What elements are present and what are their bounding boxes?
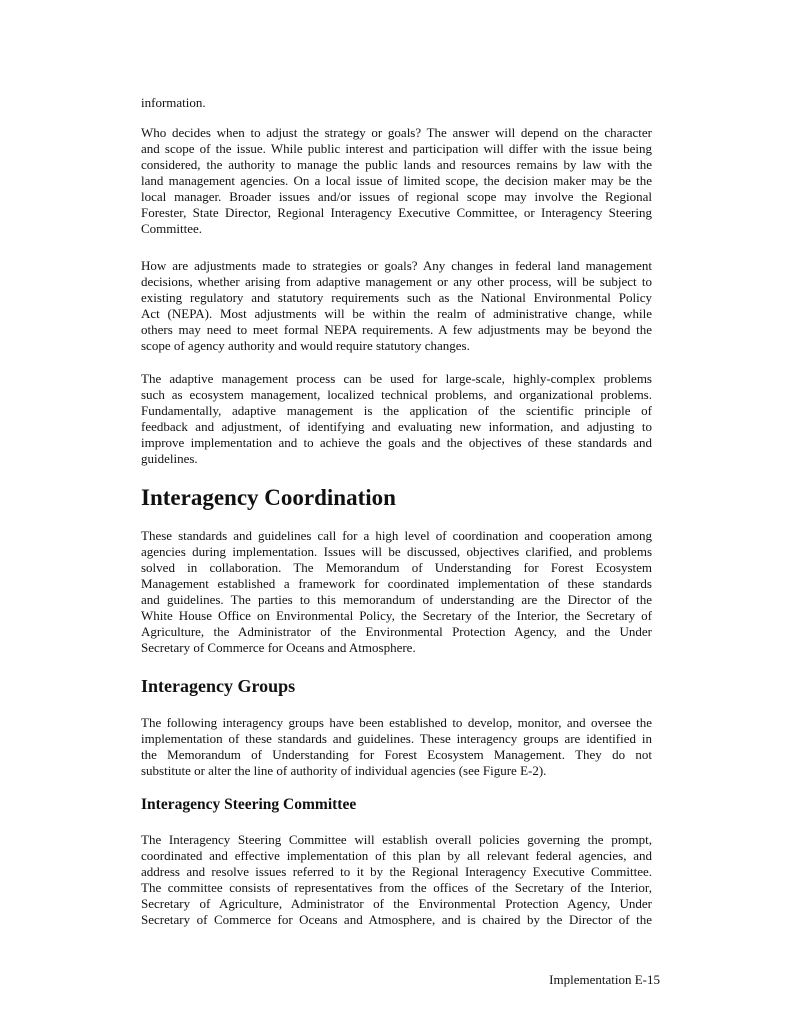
text-line: Management established a framework for coordinated implementation of these standards bbox=[141, 576, 652, 591]
paragraph-who-decides bbox=[141, 125, 652, 237]
paragraph-groups bbox=[141, 715, 652, 779]
text-line: local manager. Broader issues and/or issues of regional scope may involve the Regional bbox=[141, 189, 652, 204]
text-line: existing regulatory and statutory requirements such as the National Environmental Policy bbox=[141, 290, 652, 305]
text-line: guidelines. bbox=[141, 451, 198, 466]
text-line: address and resolve issues referred to it by the Regional Interagency Executive Committee. bbox=[141, 864, 652, 879]
text-line: such as ecosystem management, localized technical problems, and organizational problems. bbox=[141, 387, 652, 402]
text-line: others may need to meet formal NEPA requirements. A few adjustments may be beyond the bbox=[141, 322, 652, 337]
text-line: The following interagency groups have been established to develop, monitor, and oversee the bbox=[141, 715, 652, 730]
text-line: Secretary of Commerce for Oceans and Atmosphere. bbox=[141, 640, 416, 655]
text-line: decisions, whether arising from adaptive management or any other process, will be subject to bbox=[141, 274, 652, 289]
text-line: agencies during implementation. Issues will be discussed, objectives clarified, and problems bbox=[141, 544, 652, 559]
text-line: substitute or alter the line of authority of individual agencies (see Figure E-2). bbox=[141, 763, 547, 778]
text-line: The committee consists of representatives from the offices of the Secretary of the Interior, bbox=[141, 880, 652, 895]
text-line: White House Office on Environmental Policy, the Secretary of the Interior, the Secretary of bbox=[141, 608, 652, 623]
text-line: Who decides when to adjust the strategy or goals? The answer will depend on the character bbox=[141, 125, 652, 140]
text-line: Act (NEPA). Most adjustments will be within the realm of administrative change, while bbox=[141, 306, 652, 321]
text-line: How are adjustments made to strategies or goals? Any changes in federal land management bbox=[141, 258, 652, 273]
page-footer: Implementation E-15 bbox=[549, 972, 660, 987]
text-line: solved in collaboration. The Memorandum of Understanding for Forest Ecosystem bbox=[141, 560, 652, 575]
text-line: and guidelines. The parties to this memorandum of understanding are the Director of the bbox=[141, 592, 652, 607]
text-line: the Memorandum of Understanding for Forest Ecosystem Management. They do not bbox=[141, 747, 652, 762]
text-line: Forester, State Director, Regional Interagency Executive Committee, or Interagency Steering bbox=[141, 205, 652, 220]
heading-steering-committee: Interagency Steering Committee bbox=[141, 796, 357, 813]
paragraph-steering bbox=[141, 832, 652, 928]
paragraph-coordination bbox=[141, 528, 652, 656]
text-line: scope of agency authority and would require statutory changes. bbox=[141, 338, 470, 353]
text-line: coordinated and effective implementation of this plan by all relevant federal agencies, and bbox=[141, 848, 652, 863]
paragraph-adjustments bbox=[141, 258, 652, 354]
text-line: land management agencies. On a local issue of limited scope, the decision maker may be the bbox=[141, 173, 652, 188]
text-line: These standards and guidelines call for a high level of coordination and cooperation among bbox=[141, 528, 652, 543]
text-line: information. bbox=[141, 95, 206, 110]
text-line: Committee. bbox=[141, 221, 203, 236]
text-line: improve implementation and to achieve the goals and the objectives of these standards and bbox=[141, 435, 652, 450]
text-line: and scope of the issue. While public interest and participation will differ with the issue being bbox=[141, 141, 652, 156]
heading-interagency-coordination: Interagency Coordination bbox=[141, 485, 396, 510]
text-line: implementation of these standards and guidelines. These interagency groups are identified in bbox=[141, 731, 652, 746]
text-line: considered, the authority to manage the public lands and resources remains by law with the bbox=[141, 157, 652, 172]
text-line: Secretary of Agriculture, Administrator of the Environmental Protection Agency, Under bbox=[141, 896, 652, 911]
text-line: The adaptive management process can be used for large-scale, highly-complex problems bbox=[141, 371, 652, 386]
text-line: feedback and adjustment, of identifying and evaluating new information, and adjusting to bbox=[141, 419, 652, 434]
heading-interagency-groups: Interagency Groups bbox=[141, 676, 296, 696]
paragraph-intro-end bbox=[141, 95, 652, 111]
paragraph-adaptive-process bbox=[141, 371, 652, 467]
text-line: Secretary of Commerce for Oceans and Atmosphere, and is chaired by the Director of the bbox=[141, 912, 652, 927]
text-line: The Interagency Steering Committee will establish overall policies governing the prompt, bbox=[141, 832, 652, 847]
text-line: Fundamentally, adaptive management is the application of the scientific principle of bbox=[141, 403, 652, 418]
text-line: Agriculture, the Administrator of the Environmental Protection Agency, and the Under bbox=[141, 624, 652, 639]
